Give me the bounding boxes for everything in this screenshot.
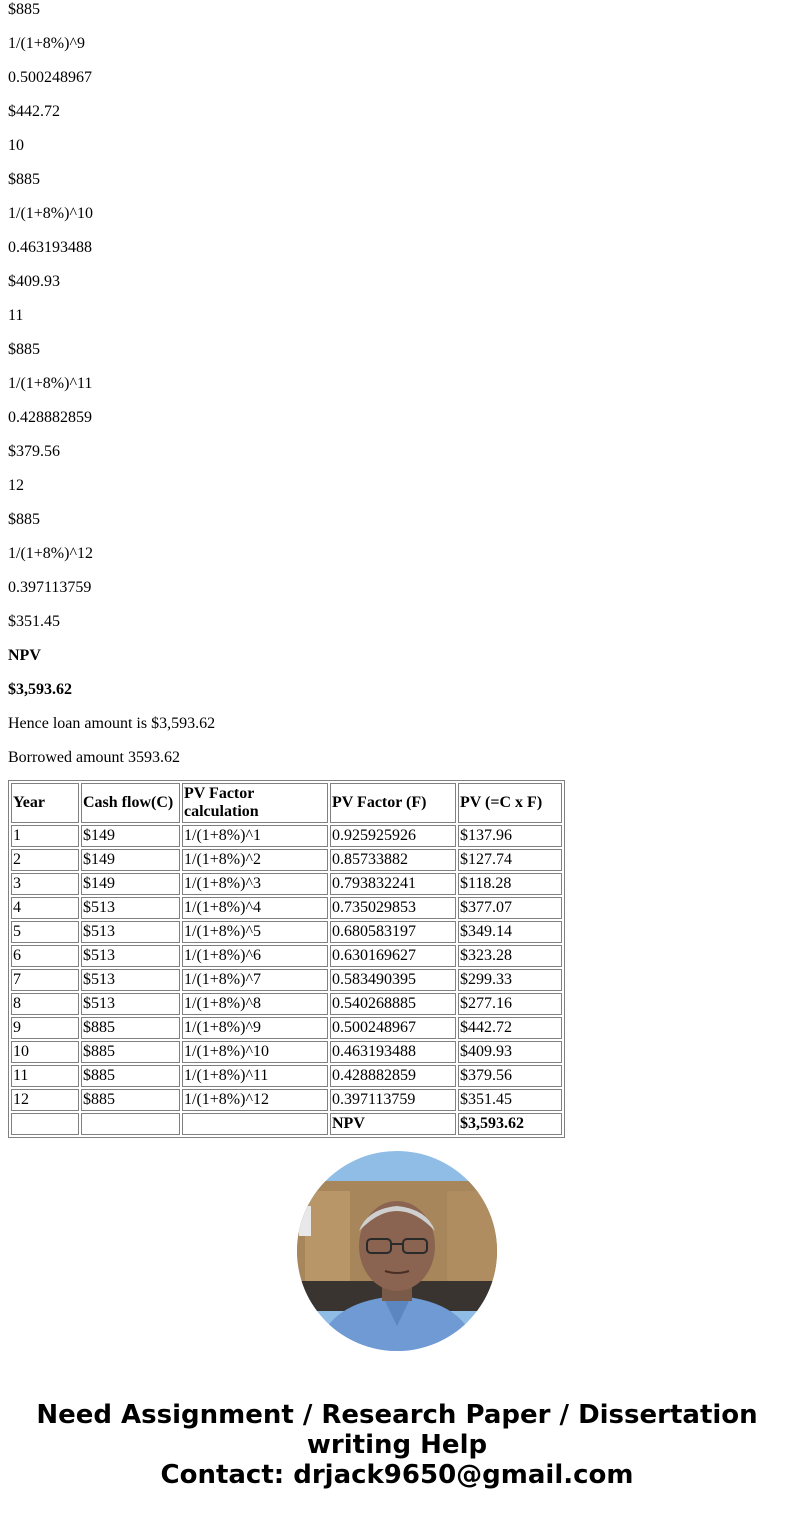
cell-year: 3 [11,873,79,895]
cell-cash-flow: $513 [81,993,180,1015]
npv-label: NPV [330,1113,456,1135]
cell-year: 9 [11,1017,79,1039]
text-line: $885 [8,171,40,188]
cell-pv: $442.72 [458,1017,562,1039]
author-photo [297,1151,497,1351]
cell-cash-flow: $885 [81,1065,180,1087]
cell-cash-flow: $513 [81,921,180,943]
cell-pv: $137.96 [458,825,562,847]
text-line: $885 [8,341,40,358]
cell-pv-factor-calculation: 1/(1+8%)^5 [182,921,328,943]
table-row [11,945,562,967]
cell-cash-flow: $149 [81,849,180,871]
table-row [11,1089,562,1111]
promo-contact: Contact: drjack9650@gmail.com [160,1460,634,1490]
cell-year: 5 [11,921,79,943]
text-line: $379.56 [8,443,60,460]
cell-cash-flow: $513 [81,969,180,991]
cell-pv-factor: 0.428882859 [330,1065,456,1087]
cell-cash-flow: $513 [81,945,180,967]
cell-pv-factor: 0.680583197 [330,921,456,943]
cell-pv-factor-calculation: 1/(1+8%)^11 [182,1065,328,1087]
text-line: $409.93 [8,273,60,290]
promo-line-2: writing Help [306,1430,488,1460]
cell-pv: $323.28 [458,945,562,967]
table-row [11,825,562,847]
table-row [11,993,562,1015]
text-line: 1/(1+8%)^12 [8,545,93,562]
cell-pv-factor-calculation: 1/(1+8%)^2 [182,849,328,871]
cell-pv-factor-calculation: 1/(1+8%)^6 [182,945,328,967]
cell-pv-factor-calculation: 1/(1+8%)^7 [182,969,328,991]
cell-year: 11 [11,1065,79,1087]
text-line: 0.428882859 [8,409,92,426]
cell-year: 7 [11,969,79,991]
cell-cash-flow: $885 [81,1017,180,1039]
cell-year: 2 [11,849,79,871]
header-pv-factor-calculation: PV Factor calculation [182,783,328,823]
cell-pv-factor-calculation: 1/(1+8%)^4 [182,897,328,919]
cell-pv-factor: 0.793832241 [330,873,456,895]
text-line: $885 [8,1,40,18]
cell-year: 1 [11,825,79,847]
empty-cell [81,1113,180,1135]
text-line: 0.397113759 [8,579,92,596]
cell-pv: $379.56 [458,1065,562,1087]
text-line: 10 [8,137,24,154]
cell-year: 8 [11,993,79,1015]
cell-pv: $127.74 [458,849,562,871]
table-row [11,1065,562,1087]
cell-pv: $299.33 [458,969,562,991]
header-pv-factor: PV Factor (F) [330,783,456,823]
text-line: $351.45 [8,613,60,630]
empty-cell [11,1113,79,1135]
cell-pv-factor: 0.85733882 [330,849,456,871]
npv-value: $3,593.62 [458,1113,562,1135]
cell-cash-flow: $885 [81,1089,180,1111]
cell-pv: $351.45 [458,1089,562,1111]
table-row [11,873,562,895]
cell-pv-factor-calculation: 1/(1+8%)^12 [182,1089,328,1111]
text-line: 0.500248967 [8,69,92,86]
text-line: 11 [8,307,24,324]
table-row [11,849,562,871]
cell-pv-factor-calculation: 1/(1+8%)^9 [182,1017,328,1039]
header-cash-flow: Cash flow(C) [81,783,180,823]
text-line: 12 [8,477,24,494]
cell-year: 6 [11,945,79,967]
table-total-row [11,1113,562,1135]
cell-pv-factor: 0.630169627 [330,945,456,967]
cell-pv-factor-calculation: 1/(1+8%)^8 [182,993,328,1015]
cell-cash-flow: $149 [81,825,180,847]
table-header-row [11,783,562,823]
cell-year: 4 [11,897,79,919]
text-line: 0.463193488 [8,239,92,256]
npv-table [8,780,565,1138]
promo-line-1: Need Assignment / Research Paper / Dissertation [36,1400,758,1430]
cell-pv-factor: 0.463193488 [330,1041,456,1063]
text-line: $3,593.62 [8,681,72,698]
cell-pv: $409.93 [458,1041,562,1063]
cell-pv: $118.28 [458,873,562,895]
header-pv: PV (=C x F) [458,783,562,823]
text-line: $885 [8,511,40,528]
table-row [11,921,562,943]
empty-cell [182,1113,328,1135]
text-line: 1/(1+8%)^11 [8,375,93,392]
cell-pv: $349.14 [458,921,562,943]
text-line: Borrowed amount 3593.62 [8,749,180,766]
table-row [11,1041,562,1063]
table-row [11,1017,562,1039]
text-line: Hence loan amount is $3,593.62 [8,715,216,732]
cell-pv-factor: 0.583490395 [330,969,456,991]
cell-year: 12 [11,1089,79,1111]
cell-pv: $377.07 [458,897,562,919]
text-line: NPV [8,647,41,664]
text-line: 1/(1+8%)^10 [8,205,93,222]
table-row [11,897,562,919]
cell-pv-factor: 0.925925926 [330,825,456,847]
cell-pv: $277.16 [458,993,562,1015]
cell-cash-flow: $885 [81,1041,180,1063]
cell-pv-factor: 0.735029853 [330,897,456,919]
header-year: Year [11,783,79,823]
promo-banner [0,1400,794,1490]
cell-cash-flow: $149 [81,873,180,895]
cell-pv-factor: 0.397113759 [330,1089,456,1111]
person-photo-icon [297,1151,497,1351]
cell-pv-factor-calculation: 1/(1+8%)^10 [182,1041,328,1063]
calculation-lines [8,0,786,780]
text-line: 1/(1+8%)^9 [8,35,85,52]
cell-pv-factor: 0.540268885 [330,993,456,1015]
cell-pv-factor-calculation: 1/(1+8%)^1 [182,825,328,847]
cell-pv-factor-calculation: 1/(1+8%)^3 [182,873,328,895]
cell-cash-flow: $513 [81,897,180,919]
text-line: $442.72 [8,103,60,120]
cell-pv-factor: 0.500248967 [330,1017,456,1039]
table-row [11,969,562,991]
cell-year: 10 [11,1041,79,1063]
